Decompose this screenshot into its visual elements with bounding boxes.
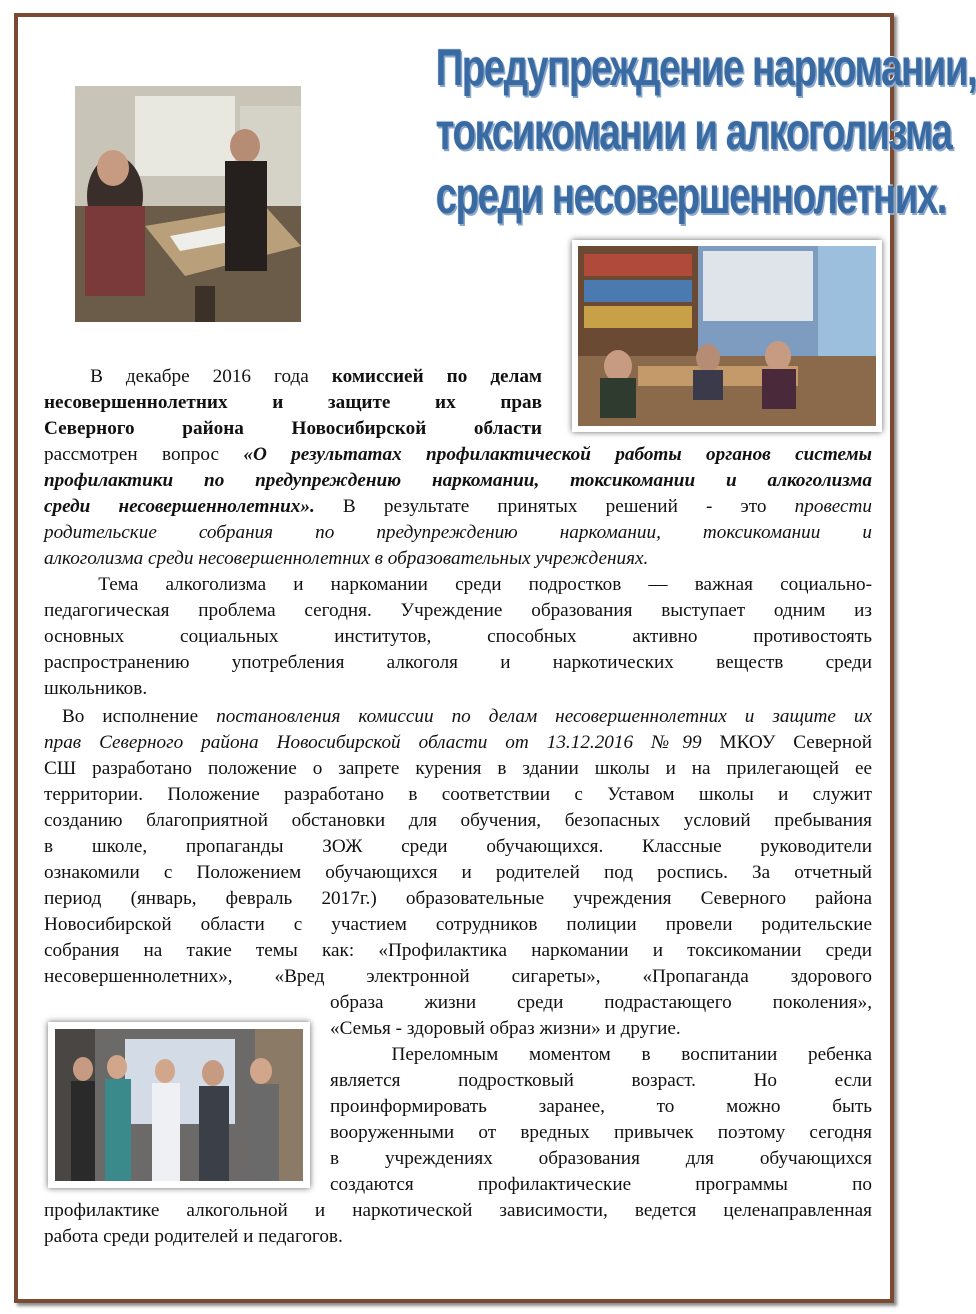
paragraph-narrow-column (330, 990, 872, 1198)
text-line: прав Северного района Новосибирской области от 13.12.2016 №99 МКОУ Северной (44, 732, 873, 753)
text-line: в школе, пропаганды ЗОЖ среди обучающихся. Классные руководители (44, 836, 872, 857)
text-line: проинформировать заранее, то можно быть (330, 1096, 872, 1117)
photo-group-women (48, 1022, 310, 1188)
text-line: работа среди родителей и педагогов. (44, 1226, 343, 1247)
text-line: профилактике алкогольной и наркотической зависимости, ведется целенаправленная (44, 1200, 872, 1221)
text-line: В декабре 2016 года комиссией по делам (90, 366, 542, 387)
paragraph-conclusion (44, 1198, 872, 1250)
text-line: рассмотрен вопрос «О результатах профилактической работы органов системы (44, 444, 872, 465)
text-line: Северного района Новосибирской области (44, 418, 542, 439)
paragraph-topic (44, 572, 872, 702)
page-title (435, 36, 976, 228)
text-line: «Семья - здоровый образ жизни» и другие. (330, 1018, 681, 1039)
text-line: создаются профилактические программы по (330, 1174, 872, 1195)
text-line: профилактики по предупреждению наркомании, токсикомании и алкоголизма (44, 470, 872, 491)
text-line: несовершеннолетних», «Вред электронной сигареты», «Пропаганда здорового (44, 966, 872, 987)
text-line: ознакомили с Положением обучающихся и родителей под роспись. За отчетный (44, 862, 872, 883)
text-line: период (январь, февраль 2017г.) образовательные учреждения Северного района (44, 888, 872, 909)
text-line: является подростковый возраст. Но если (330, 1070, 872, 1091)
text-line: в учреждениях образования для обучающихся (330, 1148, 872, 1169)
paragraph-intro (44, 442, 872, 572)
text-line: школьников. (44, 678, 148, 699)
text-line: среди несовершеннолетних». В результате принятых решений - это провести (44, 496, 872, 517)
text-line: родительские собрания по предупреждению наркомании, токсикомании и (44, 522, 872, 543)
text-line: алкоголизма среди несовершеннолетних в образовательных учреждениях. (44, 548, 649, 569)
text-line: территории. Положение разработано в соответствии с Уставом школы и служит (44, 784, 872, 805)
text-line: распространению употребления алкоголя и наркотических веществ среди (44, 652, 872, 673)
text-line: созданию благоприятной обстановки для обучения, безопасных условий пребывания (44, 810, 872, 831)
text-line: собрания на такие темы как: «Профилактика наркомании и токсикомании среди (44, 940, 872, 961)
title-line-3: среди несовершеннолетних. (435, 167, 946, 225)
text-line: Тема алкоголизма и наркомании среди подростков — важная социально- (98, 574, 872, 595)
photo-parents-meeting (572, 240, 882, 432)
text-line: основных социальных институтов, способных активно противостоять (44, 626, 872, 647)
paragraph-intro-narrow (44, 364, 542, 442)
text-line: СШ разработано положение о запрете курения в здании школы и на прилегающей ее (44, 758, 872, 779)
title-line-1: Предупреждение наркомании, (435, 39, 976, 97)
text-line: Во исполнение постановления комиссии по делам несовершеннолетних и защите их (62, 706, 872, 727)
photo-meeting-classroom (75, 86, 301, 322)
text-line: образа жизни среди подрастающего поколения», (330, 992, 872, 1013)
text-line: несовершеннолетних и защите их прав (44, 392, 542, 413)
text-line: Переломным моментом в воспитании ребенка (391, 1044, 872, 1065)
title-line-2: токсикомании и алкоголизма (435, 103, 952, 161)
text-line: Новосибирской области с участием сотрудников полиции провели родительские (44, 914, 872, 935)
text-line: педагогическая проблема сегодня. Учреждение образования выступает одним из (44, 600, 872, 621)
text-line: вооруженными от вредных привычек поэтому сегодня (330, 1122, 872, 1143)
paragraph-resolution (44, 704, 872, 990)
